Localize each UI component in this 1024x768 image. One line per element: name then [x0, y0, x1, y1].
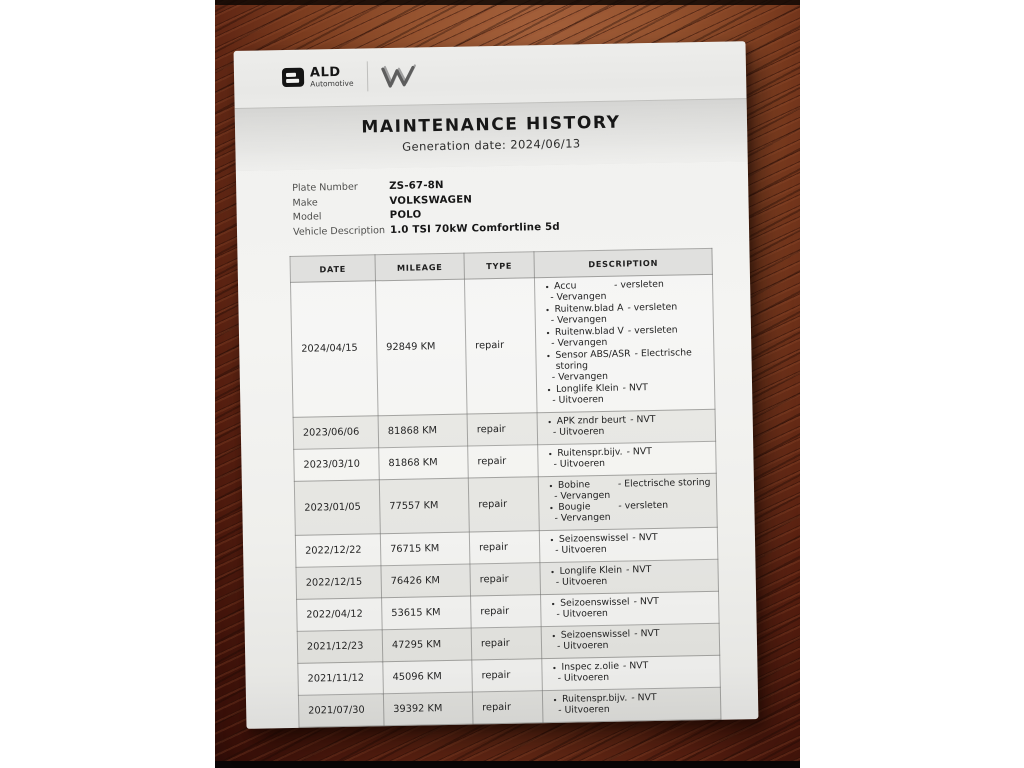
item-action: - Uitvoeren [552, 393, 604, 406]
description-item-body [558, 692, 717, 717]
column-header-date: DATE [290, 255, 375, 283]
model-value: POLO [389, 209, 422, 222]
title-band [235, 98, 748, 171]
item-action: - Vervangen [551, 336, 608, 349]
description-item [542, 382, 711, 407]
cell-description [538, 473, 717, 531]
cell-mileage: 39392 KM [383, 692, 473, 726]
vehicle-info [292, 178, 560, 241]
cell-date: 2024/04/15 [290, 281, 378, 417]
cell-date: 2022/12/22 [295, 534, 381, 568]
description-item-body [551, 347, 711, 384]
maintenance-row [294, 473, 717, 536]
description-item [541, 348, 711, 384]
column-header-description: DESCRIPTION [534, 248, 712, 277]
cell-description [542, 655, 721, 690]
cell-mileage: 81868 KM [378, 414, 468, 448]
item-status: - NVT [622, 660, 649, 672]
item-action: - Vervangen [551, 370, 609, 383]
vehicle-description-label: Vehicle Description [292, 224, 386, 238]
description-item [545, 532, 714, 557]
cell-mileage: 81868 KM [379, 446, 469, 480]
description-item [540, 302, 709, 327]
item-name: Longlife Klein [555, 382, 619, 395]
description-item [543, 414, 712, 439]
cell-type: repair [469, 531, 540, 564]
vehicle-description-value: 1.0 TSI 70kW Comfortline 5d [389, 221, 560, 236]
item-status: - NVT [622, 381, 648, 394]
bullet-icon: • [550, 568, 556, 578]
item-name: Sensor ABS/ASR [555, 348, 631, 361]
description-item-body [553, 445, 712, 470]
bullet-icon: • [544, 282, 550, 293]
cell-description [542, 687, 721, 722]
item-action: - Uitvoeren [555, 576, 608, 589]
description-item-body [554, 476, 713, 502]
maintenance-table [289, 248, 721, 728]
bullet-icon: • [545, 328, 551, 338]
item-action: - Uitvoeren [553, 457, 606, 470]
generation-date: Generation date: 2024/06/13 [402, 136, 581, 154]
cell-type: repair [471, 595, 542, 628]
maintenance-row [298, 687, 721, 727]
description-item [548, 692, 717, 717]
cell-description [541, 623, 720, 658]
description-item [543, 445, 712, 470]
description-item-body [552, 413, 712, 439]
item-name: Seizoenswissel [560, 628, 631, 642]
item-action: - Vervangen [554, 512, 611, 525]
item-action: - Uitvoeren [557, 672, 610, 684]
bullet-icon: • [551, 632, 557, 642]
description-item [547, 628, 716, 653]
photo-bottom-edge [215, 761, 800, 768]
cell-type: repair [468, 444, 539, 477]
bullet-icon: • [552, 695, 558, 706]
plate-number-value: ZS-67-8N [389, 179, 444, 193]
ald-logo-text-block [310, 66, 354, 88]
vehicle-info-row [292, 192, 559, 208]
cell-type: repair [472, 691, 543, 724]
item-status: - NVT [626, 445, 652, 458]
description-item-body [551, 324, 710, 350]
cell-type: repair [468, 476, 539, 532]
cell-date: 2022/04/12 [297, 598, 383, 632]
cell-date: 2021/11/12 [298, 662, 384, 696]
item-name: Seizoenswissel [558, 532, 629, 546]
description-item-line1 [555, 348, 710, 373]
description-item-body [556, 596, 715, 621]
cell-mileage: 53615 KM [382, 596, 472, 630]
cell-date: 2022/12/15 [296, 566, 382, 600]
item-name: Ruitenw.blad V [554, 325, 624, 338]
cell-description [537, 409, 716, 444]
description-item-body [557, 660, 716, 685]
description-item [546, 596, 715, 621]
logo-divider [367, 61, 369, 91]
maintenance-row [290, 274, 715, 417]
column-header-mileage: MILEAGE [375, 253, 464, 281]
make-label: Make [292, 196, 318, 209]
cell-type: repair [467, 412, 538, 445]
item-name: Seizoenswissel [560, 596, 630, 610]
bullet-icon: • [549, 536, 555, 546]
logo-row [282, 60, 421, 93]
cell-date: 2023/01/05 [294, 479, 380, 535]
item-name: Longlife Klein [559, 564, 623, 578]
item-status: - versleten [614, 278, 664, 291]
plate-number-label: Plate Number [292, 181, 358, 194]
description-item [547, 660, 716, 685]
item-status: - Electrische storing [555, 347, 692, 372]
maintenance-table-body [290, 274, 720, 727]
vw-script-logo [380, 61, 421, 90]
vehicle-info-row [292, 178, 559, 194]
maintenance-report-paper [234, 41, 759, 729]
ald-logo-icon-bar [286, 79, 299, 83]
vehicle-info-row [293, 221, 560, 237]
cell-date: 2021/07/30 [298, 694, 384, 728]
item-action: - Uitvoeren [558, 703, 610, 716]
cell-description [541, 592, 720, 627]
bullet-icon: • [547, 417, 553, 427]
description-item-body [552, 381, 711, 407]
bullet-icon: • [548, 504, 554, 514]
cell-description [534, 274, 715, 412]
ald-logo-subtext: Automotive [310, 78, 354, 89]
item-action: - Vervangen [554, 489, 611, 502]
cell-mileage: 77557 KM [379, 478, 469, 535]
ald-logo-text: ALD [309, 65, 341, 81]
item-name: Inspec z.olie [561, 660, 620, 673]
description-item [544, 477, 713, 502]
item-name: Bobine [557, 478, 591, 491]
item-status: - versleten [627, 301, 678, 314]
item-status: - NVT [625, 564, 652, 576]
cell-mileage: 47295 KM [382, 628, 472, 662]
cell-mileage: 76426 KM [381, 564, 471, 598]
cell-mileage: 45096 KM [383, 660, 473, 694]
item-status: - Electrische storing [617, 476, 711, 490]
item-action: - Vervangen [550, 313, 607, 326]
bullet-icon: • [547, 449, 553, 459]
vehicle-info-row [293, 207, 560, 223]
bullet-icon: • [546, 351, 551, 361]
description-item-body [556, 628, 716, 653]
cell-date: 2023/06/06 [293, 415, 379, 449]
make-value: VOLKSWAGEN [389, 193, 473, 207]
bullet-icon: • [550, 600, 556, 610]
item-status: - versleten [618, 500, 669, 513]
item-status: - NVT [632, 532, 658, 544]
cell-description [540, 560, 719, 595]
item-status: - NVT [634, 628, 660, 640]
item-action: - Uitvoeren [556, 608, 608, 621]
model-label: Model [292, 211, 322, 223]
description-item-body [550, 301, 709, 327]
description-item [546, 564, 715, 589]
item-name: Bougie [558, 501, 591, 514]
page-title: MAINTENANCE HISTORY [361, 112, 621, 138]
item-status: - NVT [633, 596, 660, 608]
item-name: Accu [554, 280, 577, 292]
ald-logo-icon-bar [286, 73, 296, 77]
cell-type: repair [470, 563, 541, 596]
photo-top-edge [215, 0, 800, 5]
item-name: Ruitenspr.bijv. [561, 692, 628, 705]
item-action: - Vervangen [550, 290, 607, 303]
item-name: Ruitenspr.bijv. [557, 446, 623, 459]
description-item [544, 500, 713, 525]
item-action: - Uitvoeren [556, 640, 609, 653]
cell-mileage: 92849 KM [375, 279, 467, 415]
description-item-body [554, 500, 713, 525]
item-status: - NVT [631, 692, 657, 704]
ald-automotive-logo [282, 66, 354, 89]
cell-date: 2021/12/23 [297, 630, 383, 664]
cell-description [538, 441, 717, 476]
cell-type: repair [472, 659, 543, 692]
column-header-type: TYPE [464, 252, 534, 279]
item-action: - Uitvoeren [555, 544, 607, 557]
ald-logo-icon [282, 68, 304, 87]
bullet-icon: • [546, 385, 552, 395]
description-item [540, 279, 709, 304]
description-item-body [555, 564, 715, 589]
cell-description [539, 528, 718, 563]
item-name: Ruitenw.blad A [554, 302, 624, 315]
cell-type: repair [464, 278, 537, 414]
bullet-icon: • [548, 481, 554, 491]
cell-type: repair [471, 627, 542, 660]
cell-mileage: 76715 KM [380, 532, 470, 566]
item-name: APK zndr beurt [556, 414, 627, 427]
description-item [541, 325, 710, 350]
document-photo [215, 0, 800, 768]
bullet-icon: • [545, 305, 551, 315]
description-item-body [555, 532, 714, 557]
item-status: - NVT [630, 413, 656, 426]
bullet-icon: • [552, 664, 557, 674]
cell-date: 2023/03/10 [294, 447, 380, 481]
description-item-body [550, 278, 709, 304]
item-status: - versleten [627, 324, 678, 337]
item-action: - Uitvoeren [552, 425, 605, 438]
